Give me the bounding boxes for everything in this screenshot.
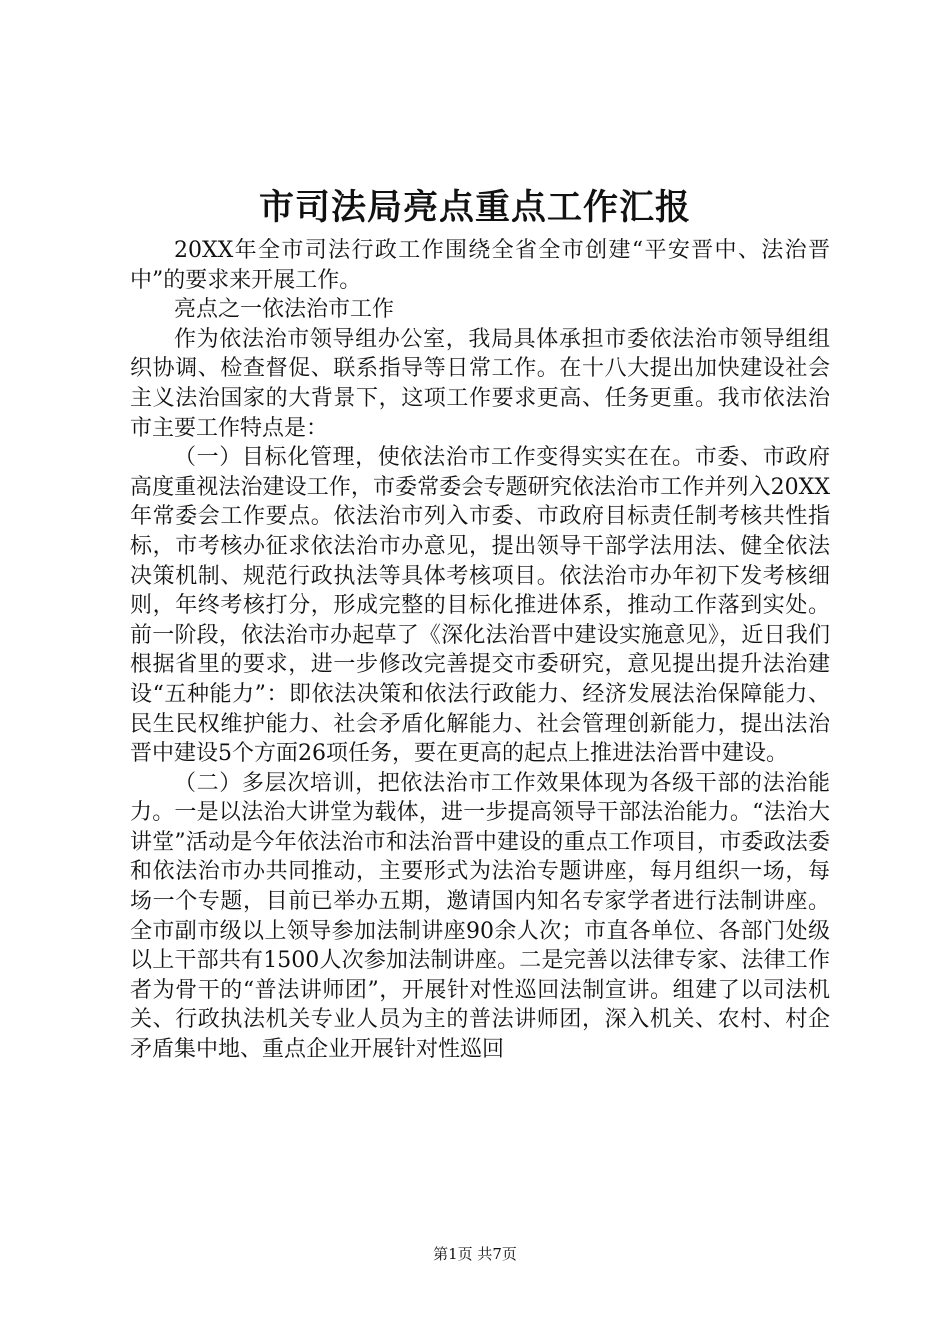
paragraph-item-two: （二）多层次培训，把依法治市工作效果体现为各级干部的法治能力。一是以法治大讲堂为载体，进一步提高领导干部法治能力。“法治大讲堂”活动是今年依法治市和法治晋中建设的重点工作项目，市委政法委和依法治市办共同推动，主要形式为法治专题讲座，每月组织一场，每场一个专题，目前已举办五期，邀请国内知名专家学者进行法制讲座。全市副市级以上领导参加法制讲座90余人次；市直各单位、各部门处级以上干部共有1500人次参加法制讲座。二是完善以法律专家、法律工作者为骨干的“普法讲师团”，开展针对性巡回法制宣讲。组建了以司法机关、行政执法机关专业人员为主的普法讲师团，深入机关、农村、村企矛盾集中地、重点企业开展针对性巡回 [130, 770, 830, 1063]
paragraph-intro: 20XX年全市司法行政工作围绕全省全市创建“平安晋中、法治晋中”的要求来开展工作。 [130, 238, 830, 293]
page-number: 第1页 共7页 [433, 1245, 517, 1263]
section-heading: 亮点之一依法治市工作 [174, 297, 395, 323]
paragraph-role: 作为依法治市领导组办公室，我局具体承担市委依法治市领导组组织协调、检查督促、联系指导等日常工作。在十八大提出加快建设社会主义法治国家的大背景下，这项工作要求更高、任务更重。我市依法治市主要工作特点是： [130, 326, 830, 441]
document-title: 市司法局亮点重点工作汇报 [258, 187, 691, 228]
document-body [130, 236, 830, 1065]
paragraph-item-one: （一）目标化管理，使依法治市工作变得实实在在。市委、市政府高度重视法治建设工作，市委常委会专题研究依法治市工作并列入20XX年常委会工作要点。依法治市列入市委、市政府目标责任制考核共性指标，市考核办征求依法治市办意见，提出领导干部学法用法、健全依法决策机制、规范行政执法等具体考核项目。依法治市办年初下发考核细则，年终考核打分，形成完整的目标化推进体系，推动工作落到实处。前一阶段，依法治市办起草了《深化法治晋中建设实施意见》，近日我们根据省里的要求，进一步修改完善提交市委研究，意见提出提升法治建设“五种能力”：即依法决策和依法行政能力、经济发展法治保障能力、民生民权维护能力、社会矛盾化解能力、社会管理创新能力，提出法治晋中建设5个方面26项任务，要在更高的起点上推进法治晋中建设。 [130, 445, 830, 767]
